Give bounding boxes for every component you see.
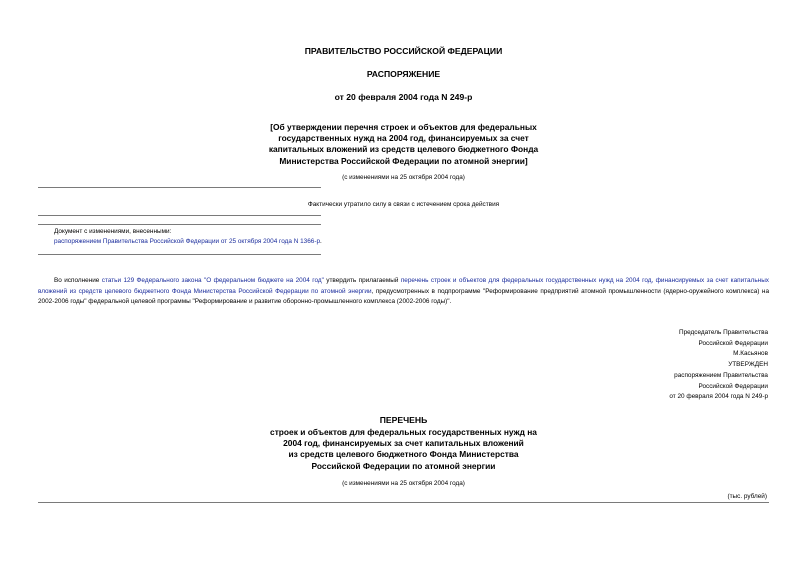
paragraph-text: , предусмотренных в подпрограмме "Реформирование предприятий атомной промышленности (ядерно-оружейного комплекса) на 2002-2006 годы" федеральной целевой программы "Реформирование и развитие оборонно-промышленного комплекса (2002-2006 годы)". [38, 287, 770, 306]
paragraph-text: утвердить прилагаемый [323, 277, 401, 284]
list-subtitle-line: 2004 год, финансируемых за счет капитальных вложений [283, 438, 524, 449]
approval-line: Российской Федерации [698, 382, 768, 390]
list-subtitle-line: из средств целевого бюджетного Фонда Министерства [288, 449, 519, 460]
units-label: (тыс. рублей) [727, 493, 767, 500]
divider [38, 224, 321, 225]
amending-order-link[interactable]: распоряжением Правительства Российской Федерации от 25 октября 2004 года N 1366-р [54, 238, 321, 245]
subject-line: [Об утверждении перечня строек и объектов для федеральных [270, 122, 537, 132]
list-amendments-note: (с изменениями на 25 октября 2004 года) [342, 480, 465, 487]
signature-line: Российской Федерации [698, 339, 768, 347]
approval-line: распоряжением Правительства [674, 371, 768, 379]
approval-line: УТВЕРЖДЕН [728, 361, 768, 369]
paragraph-text: Во исполнение [54, 277, 102, 284]
document-type: РАСПОРЯЖЕНИЕ [366, 69, 441, 79]
table-top-border [38, 502, 769, 503]
list-title: ПЕРЕЧЕНЬ [379, 415, 428, 425]
government-heading: ПРАВИТЕЛЬСТВО РОССИЙСКОЙ ФЕДЕРАЦИИ [304, 46, 503, 56]
subject-line: капитальных вложений из средств целевого бюджетного Фонда [268, 144, 539, 155]
signature-line: М.Касьянов [733, 350, 768, 358]
approval-line: от 20 февраля 2004 года N 249-р [669, 393, 768, 401]
list-subtitle-line: Российской Федерации по атомной энергии [311, 460, 496, 471]
list-subtitle [0, 427, 807, 472]
budget-law-article-link[interactable]: статьи 129 Федерального закона "О федеральном бюджете на 2004 год" [101, 277, 324, 284]
signature-line: Председатель Правительства [679, 329, 768, 336]
decree-paragraph [38, 276, 769, 308]
amendments-note: (с изменениями на 25 октября 2004 года) [342, 174, 465, 181]
changes-reference [54, 237, 322, 247]
changes-suffix: . [320, 238, 322, 245]
object-list-link[interactable]: перечень строек и объектов для федеральных государственных нужд на 2004 год, финансируемых за счет капитальных вложений из средств целевого бюджетного Фонда Министерства Российской Федерации по атомной энергии [38, 277, 769, 295]
status-note: Фактически утратило силу в связи с истечением срока действия [307, 201, 500, 208]
document-date-number: от 20 февраля 2004 года N 249-р [334, 92, 473, 102]
changes-label: Документ с изменениями, внесенными: [54, 228, 172, 235]
signature-block [669, 328, 768, 403]
subject-line: государственных нужд на 2004 год, финансируемых за счет [278, 133, 529, 144]
subject-line: Министерства Российской Федерации по атомной энергии] [279, 155, 528, 166]
divider [38, 254, 321, 255]
divider [38, 215, 321, 216]
document-subject [0, 122, 807, 167]
list-subtitle-line: строек и объектов для федеральных государственных нужд на [270, 427, 537, 437]
divider [38, 187, 321, 188]
